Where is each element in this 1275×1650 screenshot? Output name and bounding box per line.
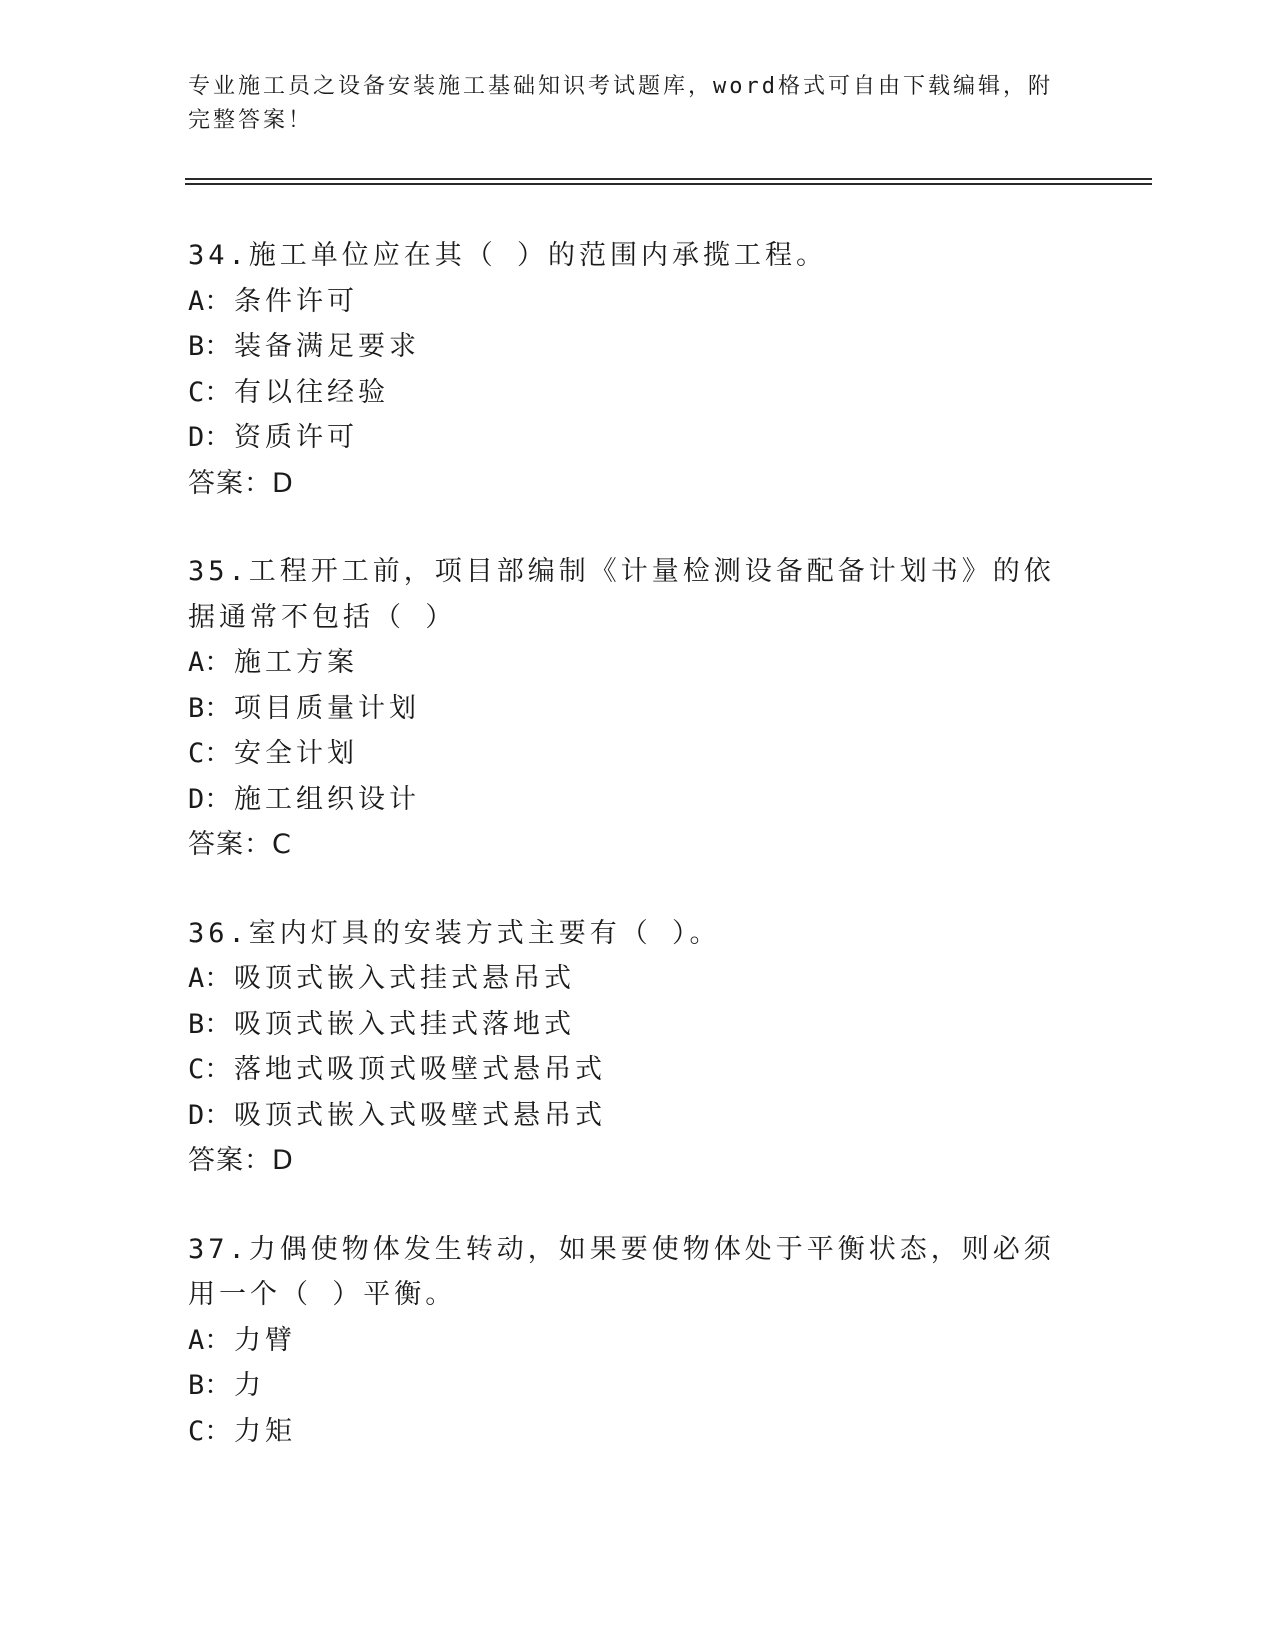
option-a (188, 956, 1088, 1002)
option-text: 吸顶式嵌入式吸壁式悬吊式 (234, 1099, 606, 1131)
option-text: 吸顶式嵌入式挂式落地式 (234, 1008, 575, 1040)
option-key: C： (188, 738, 232, 769)
option-key: A： (188, 285, 232, 317)
option-key: C： (188, 1054, 232, 1085)
option-text: 力矩 (234, 1415, 296, 1447)
option-d (188, 777, 1088, 823)
option-key: A： (188, 1324, 232, 1356)
option-key: B： (188, 692, 232, 724)
option-a (188, 279, 1088, 325)
option-text: 吸顶式嵌入式挂式悬吊式 (234, 963, 575, 994)
option-key: A： (188, 963, 232, 994)
option-key: C： (188, 376, 232, 408)
option-d (188, 415, 1088, 461)
question-37 (188, 1227, 1088, 1455)
option-text: 力 (234, 1370, 265, 1401)
option-text: 施工方案 (234, 647, 358, 678)
option-b (188, 1002, 1088, 1048)
option-b (188, 324, 1088, 370)
option-c (188, 1409, 1088, 1455)
option-text: 施工组织设计 (234, 783, 420, 815)
document-header: 专业施工员之设备安装施工基础知识考试题库，word格式可自由下载编辑，附完整答案！ (188, 74, 1053, 133)
option-a (188, 640, 1088, 686)
option-c (188, 731, 1088, 777)
option-key: B： (188, 1370, 232, 1401)
option-key: D： (188, 1099, 232, 1131)
question-35 (188, 549, 1088, 868)
question-34 (188, 233, 1088, 506)
option-text: 装备满足要求 (234, 331, 420, 362)
answer-line: 答案：D (188, 1145, 294, 1176)
option-b (188, 686, 1088, 732)
option-a (188, 1318, 1088, 1364)
option-key: C： (188, 1415, 232, 1447)
option-key: D： (188, 422, 232, 453)
question-stem: 35.工程开工前，项目部编制《计量检测设备配备计划书》的依据通常不包括（ ） (188, 556, 1055, 633)
answer-line: 答案：C (188, 829, 292, 860)
option-c (188, 370, 1088, 416)
option-text: 条件许可 (234, 285, 358, 317)
question-stem: 36.室内灯具的安装方式主要有（ ）。 (188, 917, 721, 949)
option-b (188, 1363, 1088, 1409)
option-key: A： (188, 647, 232, 678)
header-divider-top (185, 178, 1152, 180)
question-stem: 37.力偶使物体发生转动，如果要使物体处于平衡状态，则必须用一个（ ）平衡。 (188, 1233, 1055, 1310)
option-d (188, 1093, 1088, 1139)
option-key: D： (188, 783, 232, 815)
option-text: 有以往经验 (234, 376, 389, 408)
option-text: 安全计划 (234, 738, 358, 769)
question-36 (188, 911, 1088, 1184)
question-stem: 34.施工单位应在其（ ）的范围内承揽工程。 (188, 240, 828, 271)
header-divider-bottom (185, 183, 1152, 185)
option-text: 资质许可 (234, 422, 358, 453)
option-text: 项目质量计划 (234, 692, 420, 724)
option-text: 力臂 (234, 1324, 296, 1356)
option-key: B： (188, 331, 232, 362)
option-key: B： (188, 1008, 232, 1040)
question-list (188, 233, 1088, 1497)
option-text: 落地式吸顶式吸壁式悬吊式 (234, 1054, 606, 1085)
answer-line: 答案：D (188, 467, 294, 499)
option-c (188, 1047, 1088, 1093)
